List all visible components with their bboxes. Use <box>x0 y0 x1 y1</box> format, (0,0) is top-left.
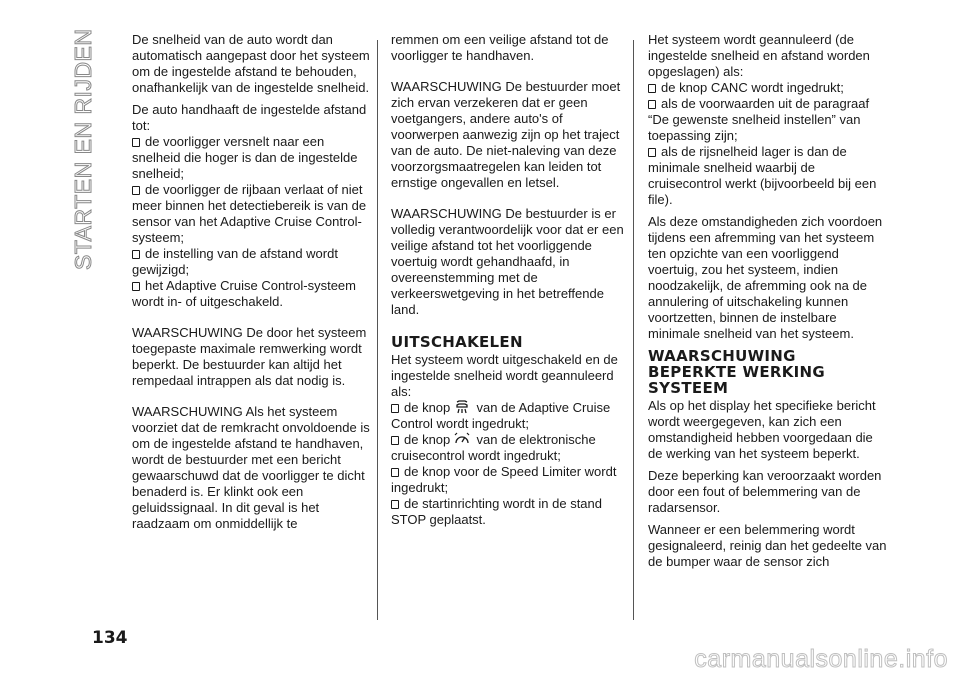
text-column-1 <box>132 32 374 532</box>
list-item: de knop CANC wordt ingedrukt; <box>648 80 890 96</box>
paragraph: Deze beperking kan veroorzaakt worden door een fout of belemmering van de radarsensor. <box>648 468 882 515</box>
warning-note: WAARSCHUWING De door het systeem toegepaste maximale remwerking wordt beperkt. De bestuurder kan altijd het rempedaal intrappen als dat nodig is. <box>132 325 367 388</box>
checkbox-bullet-icon <box>132 186 140 195</box>
section-title: STARTEN EN RIJDEN <box>70 28 96 270</box>
checkbox-bullet-icon <box>132 282 140 291</box>
paragraph: Het systeem wordt geannuleerd (de ingestelde snelheid en afstand worden opgeslagen) als: <box>648 32 870 79</box>
cruise-control-speedometer-icon <box>454 432 470 446</box>
checkbox-bullet-icon <box>648 148 656 157</box>
paragraph: Als op het display het specifieke bericht wordt weergegeven, kan zich een omstandigheid hebben voorgedaan die de werking van het systeem beperkt. <box>648 398 876 461</box>
adaptive-cruise-control-icon <box>454 400 470 414</box>
column-divider <box>633 40 634 620</box>
paragraph: De auto handhaaft de ingestelde afstand tot: <box>132 102 367 133</box>
page-number: 134 <box>92 628 128 648</box>
checkbox-bullet-icon <box>391 436 399 445</box>
checkbox-bullet-icon <box>391 468 399 477</box>
checkbox-bullet-icon <box>648 84 656 93</box>
checkbox-bullet-icon <box>391 404 399 413</box>
list-item: als de voorwaarden uit de paragraaf “De gewenste snelheid instellen” van toepassing zijn; <box>648 96 870 143</box>
warning-note: WAARSCHUWING Als het systeem voorziet dat de remkracht onvoldoende is om de ingestelde afstand te handhaven, wordt de bestuurder met een bericht gewaarschuwd dat de voorligger te dicht benaderd is. Er klinkt ook een geluidssignaal. In dit geval is het raadzaam om onmiddellijk te <box>132 404 370 531</box>
checkbox-bullet-icon <box>132 250 140 259</box>
list-item: de voorligger versnelt naar een snelheid die hoger is dan de ingestelde snelheid; <box>132 134 358 181</box>
section-heading: UITSCHAKELEN <box>391 333 523 351</box>
list-item: als de rijsnelheid lager is dan de minimale snelheid waarbij de cruisecontrol werkt (bijvoorbeeld bij een file). <box>648 144 877 207</box>
paragraph: remmen om een veilige afstand tot de voorligger te handhaven. <box>391 32 609 63</box>
list-item: de voorligger de rijbaan verlaat of niet meer binnen het detectiebereik is van de sensor van het Adaptive Cruise Control-systeem; <box>132 182 367 245</box>
checkbox-bullet-icon <box>391 500 399 509</box>
list-item: het Adaptive Cruise Control-systeem wordt in- of uitgeschakeld. <box>132 278 356 309</box>
paragraph: Het systeem wordt uitgeschakeld en de ingestelde snelheid wordt geannuleerd als: <box>391 352 618 399</box>
list-item: de instelling van de afstand wordt gewijzigd; <box>132 246 338 277</box>
list-item: de startinrichting wordt in de stand STOP geplaatst. <box>391 496 602 527</box>
list-item: de knop van de Adaptive Cruise Control wordt ingedrukt; <box>391 400 611 431</box>
paragraph: De snelheid van de auto wordt dan automatisch aangepast door het systeem om de ingestelde afstand te behouden, onafhankelijk van de ingestelde snelheid. <box>132 32 370 95</box>
warning-note: WAARSCHUWING De bestuurder is er volledig verantwoordelijk voor dat er een veilige afstand tot het voorliggende voertuig wordt gehandhaafd, in overeenstemming met de verkeerswetgeving in het betreffende land. <box>391 206 624 317</box>
paragraph: Wanneer er een belemmering wordt gesignaleerd, reinig dan het gedeelte van de bumper waar de sensor zich <box>648 522 887 569</box>
paragraph: Als deze omstandigheden zich voordoen tijdens een afremming van het systeem ten opzichte van een voorliggend voertuig, zou het systeem, indien noodzakelijk, de afremming ook na de annulering of uitschakeling kunnen voortzetten, binnen de instelbare minimale snelheid van het systeem. <box>648 214 883 341</box>
text-column-3 <box>648 32 890 570</box>
warning-note: WAARSCHUWING De bestuurder moet zich ervan verzekeren dat er geen voetgangers, andere auto's of voorwerpen aanwezig zijn op het traject van de auto. De niet-naleving van deze voorzorgsmaatregelen kan leiden tot ernstige ongevallen en letsel. <box>391 79 621 190</box>
section-heading: WAARSCHUWING BEPERKTE WERKING SYSTEEM <box>648 347 826 397</box>
list-item: de knop voor de Speed Limiter wordt ingedrukt; <box>391 464 617 495</box>
column-divider <box>377 40 378 620</box>
text-column-2 <box>391 32 633 528</box>
checkbox-bullet-icon <box>648 100 656 109</box>
checkbox-bullet-icon <box>132 138 140 147</box>
watermark: carmanualsonline.info <box>694 645 948 673</box>
list-item: de knop van de elektronische cruisecontrol wordt ingedrukt; <box>391 432 596 463</box>
